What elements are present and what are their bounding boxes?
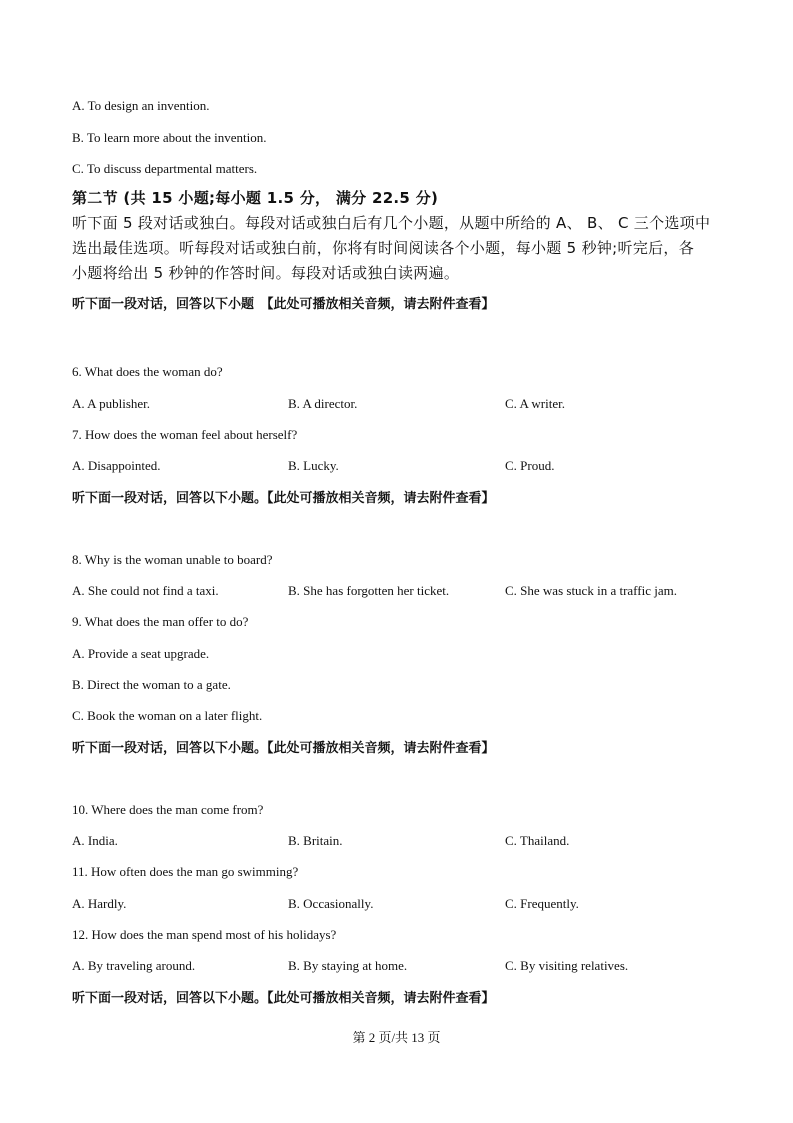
page-footer: 第 2 页/共 13 页 <box>352 1030 441 1045</box>
question-9-option-a: A. Provide a seat upgrade. <box>72 646 210 661</box>
section-instruction-line-3: 小题将给出 5 秒钟的作答时间。每段对话或独白读两遍。 <box>72 264 460 282</box>
question-6-option-c: C. A writer. <box>505 396 565 411</box>
question-6-option-b: B. A director. <box>288 396 358 411</box>
prev-option-b: B. To learn more about the invention. <box>72 130 267 145</box>
question-7-option-b: B. Lucky. <box>288 458 339 473</box>
question-12-option-c: C. By visiting relatives. <box>505 958 629 973</box>
question-10-stem: 10. Where does the man come from? <box>72 802 264 817</box>
section-title: 第二节 (共 15 小题;每小题 1.5 分， 满分 22.5 分) <box>72 189 439 207</box>
question-8-stem: 8. Why is the woman unable to board? <box>72 552 273 567</box>
question-9-stem: 9. What does the man offer to do? <box>72 614 249 629</box>
question-12-option-b: B. By staying at home. <box>288 958 408 973</box>
section-instruction-line-1: 听下面 5 段对话或独白。每段对话或独白后有几个小题，从题中所给的 A、 B、 C 三个选项中 <box>72 214 711 232</box>
question-9-option-b: B. Direct the woman to a gate. <box>72 677 231 692</box>
question-11-option-c: C. Frequently. <box>505 896 579 911</box>
question-12-option-a: A. By traveling around. <box>72 958 196 973</box>
question-7-option-a: A. Disappointed. <box>72 458 161 473</box>
audio-note-1: 听下面一段对话，回答以下小题 【此处可播放相关音频，请去附件查看】 <box>72 297 495 312</box>
audio-note-4: 听下面一段对话，回答以下小题。【此处可播放相关音频，请去附件查看】 <box>72 991 495 1006</box>
question-8-option-c: C. She was stuck in a traffic jam. <box>505 583 677 598</box>
question-11-option-a: A. Hardly. <box>72 896 127 911</box>
question-6-option-a: A. A publisher. <box>72 396 151 411</box>
question-11-option-b: B. Occasionally. <box>288 896 374 911</box>
question-10-option-a: A. India. <box>72 833 118 848</box>
question-7-option-c: C. Proud. <box>505 458 555 473</box>
question-10-option-b: B. Britain. <box>288 833 343 848</box>
prev-option-c: C. To discuss departmental matters. <box>72 161 258 176</box>
question-9-option-c: C. Book the woman on a later flight. <box>72 708 263 723</box>
question-11-stem: 11. How often does the man go swimming? <box>72 864 299 879</box>
question-6-stem: 6. What does the woman do? <box>72 364 223 379</box>
question-12-stem: 12. How does the man spend most of his holidays? <box>72 927 337 942</box>
question-7-stem: 7. How does the woman feel about herself? <box>72 427 298 442</box>
question-8-option-a: A. She could not find a taxi. <box>72 583 219 598</box>
audio-note-3: 听下面一段对话，回答以下小题。【此处可播放相关音频，请去附件查看】 <box>72 741 495 756</box>
audio-note-2: 听下面一段对话，回答以下小题。【此处可播放相关音频，请去附件查看】 <box>72 491 495 506</box>
question-10-option-c: C. Thailand. <box>505 833 570 848</box>
prev-option-a: A. To design an invention. <box>72 98 210 113</box>
question-8-option-b: B. She has forgotten her ticket. <box>288 583 450 598</box>
section-instruction-line-2: 选出最佳选项。听每段对话或独白前，你将有时间阅读各个小题，每小题 5 秒钟;听完后，各 <box>72 239 695 257</box>
